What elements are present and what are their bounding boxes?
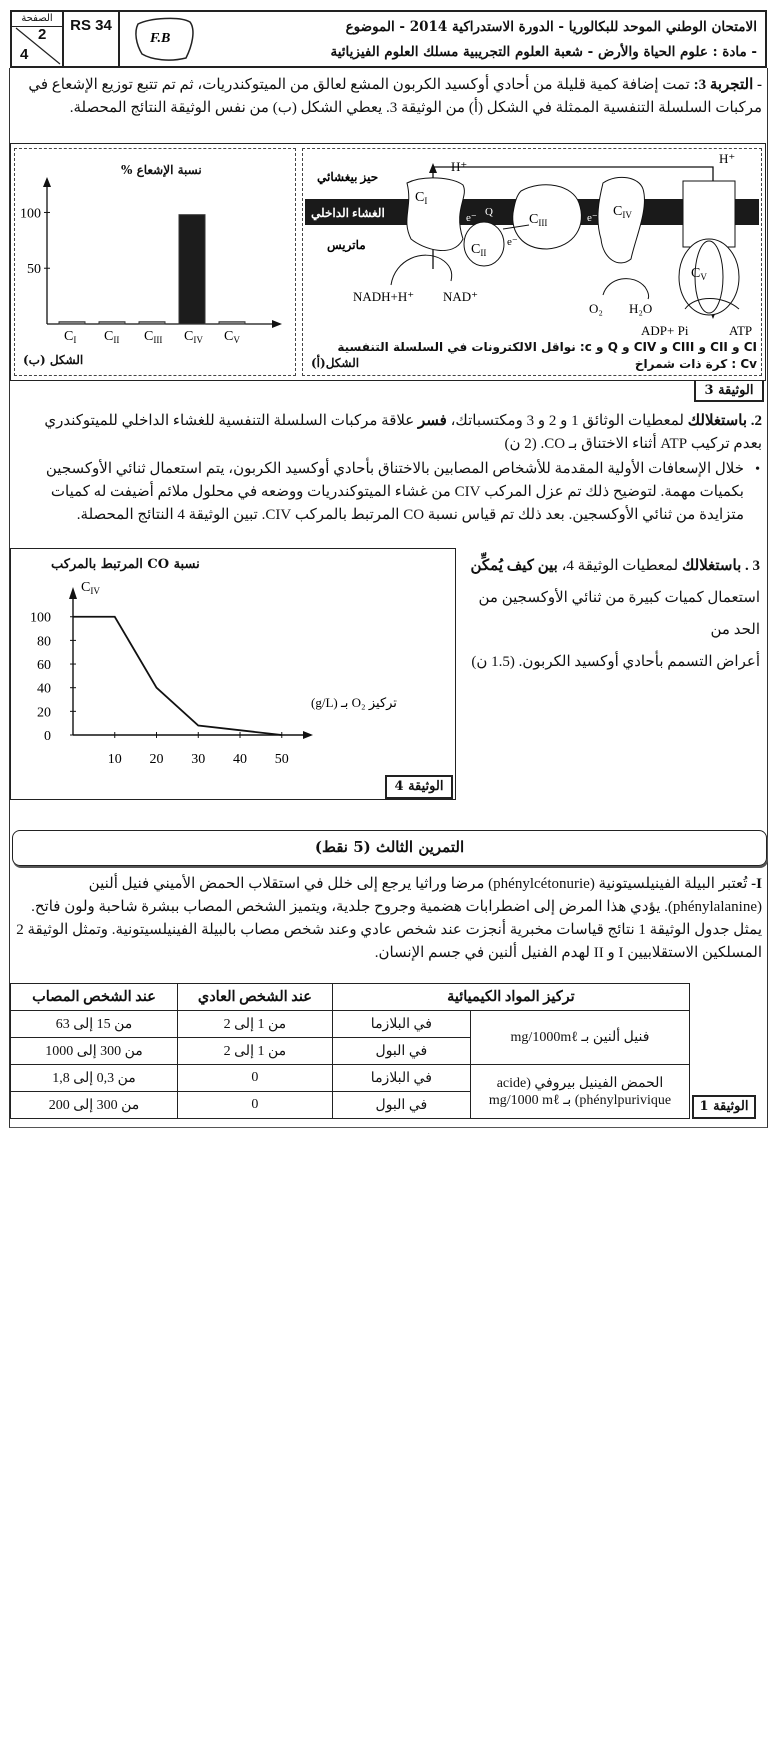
x-axis-arrow-icon (303, 731, 313, 739)
x-tick-label-ciii: $C_{III}$ (144, 329, 163, 345)
y-label-complex: $C_{IV}$ (81, 580, 100, 596)
document4-block (10, 548, 767, 801)
x-tick-label-cv: $C_V$ (224, 329, 240, 345)
document3-block (10, 143, 767, 403)
respiratory-chain-diagram (303, 149, 761, 339)
proton-label-right: H⁺ (719, 151, 736, 166)
svg-text:F.B: F.B (150, 31, 171, 46)
y-tick-label: 0 (44, 729, 51, 744)
bullet-block (14, 458, 762, 527)
bar-cii (99, 322, 125, 324)
location: في البلازما (332, 1065, 470, 1092)
header-title (208, 15, 757, 65)
header-normal: عند الشخص العادي (178, 984, 333, 1011)
y-tick-label: 100 (20, 206, 41, 222)
document3-label: الوثيقة 3 (694, 380, 764, 402)
bullet-paragraph: خلال الإسعافات الأولية المقدمة للأشخاص المصابين بالاختناق بأحادي أوكسيد الكربون، يتم استعمال ثنائي الأوكسجين بكميات مهمة. لتوضيح ذلك تم عزل المركب CIV من غشاء الميتوكندريات ووضعه في محلول ملائم أضيفت له كميات متزايدة من ثنائي الأوكسجين. بعد ذلك تم قياس نسبة CO المرتبط بالمركب CIV. تبين الوثيقة 4 النتائج المحصلة. (45, 461, 744, 523)
intro-label: I- (751, 876, 762, 892)
adp-pi-label: ADP+ Pi (641, 323, 689, 338)
question2-number: 2. (750, 413, 762, 429)
electron-label: e⁻ (587, 212, 598, 224)
question2-lead: باستغلالك (687, 413, 751, 429)
figure-a-legend (337, 339, 757, 373)
complex-label-civ: $C_{IV}$ (613, 204, 632, 220)
experiment3-label: - التجربة 3: (693, 77, 762, 93)
page-number-box (12, 12, 64, 66)
x-tick-label: 20 (149, 752, 164, 767)
substance-name: الحمض الفينيل بيروفي (acide phénylpurivique) بـ mg/1000 mℓ (471, 1065, 690, 1119)
header-title-line2: - مادة : علوم الحياة والأرض - شعبة العلوم التجريبية مسلك العلوم الفيزيائية (330, 44, 757, 60)
page-current: 2 (38, 26, 47, 43)
exercise3-intro (14, 873, 762, 965)
y-axis-arrow-icon (69, 587, 77, 599)
question3-paragraph (460, 550, 760, 678)
y-axis-arrow-icon (43, 177, 51, 187)
complex-IV-shape (598, 177, 645, 263)
document4-label: الوثيقة 4 (385, 775, 453, 799)
figure-b-panel (14, 148, 296, 376)
figure-a-caption: الشكل(أ) (311, 356, 360, 370)
o2-label: O₂ (589, 301, 603, 316)
inner-membrane-label: الغشاء الداخلي (311, 206, 385, 220)
intro-text: تُعتبر البيلة الفينيلسيتونية (phénylcétonurie) مرضا وراثيا يرجع إلى خلل في استقلاب الحمض الأميني فنيل ألنين (phénylalanine). يؤدي هذا المرض إلى اضطرابات هضمية وجروح جلدية، ويتميز الشخص المصاب ببشرة شاحبة ولون فاتح. يمثل جدول الوثيقة 1 نتائج قياسات مخبرية أنجزت عند شخص عادي وعند شخص مصاب بالبيلة الفينيلسيتونية. وتمثل الوثيقة 2 المسلكين الاستقلابيين I و II لهدم الفنيل ألنين في جسم الإنسان. (16, 876, 762, 961)
x-tick-label-civ: $C_{IV}$ (184, 329, 203, 345)
legend-line2: Cv : كرة ذات شمراخ (634, 357, 757, 371)
q-label: Q (485, 206, 493, 218)
x-tick-label: 10 (107, 752, 122, 767)
document1-label: الوثيقة 1 (692, 1095, 756, 1119)
header-title-line1: الامتحان الوطني الموحد للبكالوريا - الدورة الاستدراكية 2014 - الموضوع (345, 19, 757, 35)
figure-a-panel (302, 148, 762, 376)
exam-header (10, 10, 767, 68)
bar-ci (59, 322, 85, 324)
exam-code: RS 34 (64, 12, 120, 66)
nadh-reaction-arc (391, 255, 452, 285)
cytochrome-c-label: c (611, 186, 617, 200)
question3-text1: لمعطيات الوثيقة 4، (557, 558, 682, 574)
bar-civ (179, 215, 205, 324)
question3-verb: بين كيف يُمكِّن (470, 558, 558, 574)
header-patient: عند الشخص المصاب (11, 984, 178, 1011)
complex-III-shape (513, 185, 582, 249)
experiment3-paragraph (14, 74, 762, 143)
atp-label: ATP (729, 323, 753, 338)
complex-V-stalk (683, 181, 735, 247)
x-axis-arrow-icon (272, 320, 282, 328)
x-tick-label: 40 (233, 752, 248, 767)
page-label: الصفحة (12, 12, 62, 27)
bar-cv (219, 322, 245, 324)
figure-b-ylabel: نسبة الإشعاع % (121, 163, 202, 177)
y-tick-label: 20 (37, 705, 51, 721)
table-row (11, 1065, 690, 1092)
complex-II-shape (464, 222, 504, 266)
complex-label-cv: $C_V$ (691, 266, 707, 282)
normal-value: من 1 إلى 2 (178, 1038, 333, 1065)
normal-value: من 1 إلى 2 (178, 1011, 333, 1038)
electron-label: e⁻ (507, 236, 518, 248)
page-total: 4 (20, 46, 29, 63)
question2-paragraph (14, 410, 762, 456)
matrix-label: ماتريس (327, 238, 366, 252)
x-tick-label-ci: $C_I$ (64, 329, 77, 345)
experiment3-text: تمت إضافة كمية قليلة من أحادي أوكسيد الكربون المشع لعالق من الميتوكندريات، ثم تم تتبع توزيع الإشعاع في مركبات السلسلة التنفسية الممثلة في الشكل (أ) من الوثيقة 3. يعطي الشكل (ب) من نفس الوثيقة النتائج المحصلة. (28, 77, 762, 116)
document4-line-chart (11, 549, 455, 799)
intermembrane-space-label: حيز بيغشائي (317, 170, 379, 184)
question3-number: 3 . (745, 558, 760, 574)
question2-text2: علاقة مركبات السلسلة التنفسية للغشاء الداخلي للميتوكندري بعدم تركيب ATP أثناء الاختناق بـ CO. (2 ن) (44, 413, 762, 452)
complex-I-shape (407, 178, 465, 251)
h2o-label: H₂O (629, 301, 653, 316)
y-tick-label: 40 (37, 681, 51, 697)
question3-lead: باستغلالك (682, 558, 745, 574)
complex-label-ci: $C_I$ (415, 190, 428, 206)
x-axis-label: تركيز O₂ بـ (g/L) (311, 695, 397, 710)
header-concentration: تركيز المواد الكيميائية (332, 984, 689, 1011)
location: في البول (332, 1092, 470, 1119)
patient-value: من 300 إلى 200 (11, 1092, 178, 1119)
bullet-icon: • (755, 462, 760, 477)
complex-V-sphere (679, 239, 739, 315)
location: في البول (332, 1038, 470, 1065)
x-tick-label-cii: $C_{II}$ (104, 329, 120, 345)
patient-value: من 300 إلى 1000 (11, 1038, 178, 1065)
question3-line3: أعراض التسمم بأحادي أوكسيد الكربون. (1.5 ن) (471, 654, 760, 670)
exercise3-title: التمرين الثالث (5 نقط) (12, 830, 767, 866)
nad-label: NAD⁺ (443, 289, 479, 304)
document1-block (10, 983, 767, 1119)
x-tick-label: 30 (191, 752, 206, 767)
nadh-label: NADH+H⁺ (353, 289, 415, 304)
location: في البلازما (332, 1011, 470, 1038)
patient-value: من 15 إلى 63 (11, 1011, 178, 1038)
figure-b-bar-chart (15, 149, 295, 375)
proton-label-left: H⁺ (451, 159, 468, 174)
complex-label-cii: $C_{II}$ (471, 242, 487, 258)
y-tick-label: 50 (27, 262, 41, 278)
electron-label: e⁻ (466, 212, 477, 224)
chart4-ylabel: نسبة CO المرتبط بالمركب (51, 557, 200, 572)
fb-logo (130, 16, 202, 64)
question3-line2: استعمال كميات كبيرة من ثنائي الأوكسجين من الحد من (478, 590, 760, 638)
question2-verb: فسر (418, 413, 447, 429)
figure-b-caption: الشكل (ب) (23, 353, 84, 367)
bar-ciii (139, 322, 165, 324)
complex-label-ciii: $C_{III}$ (529, 212, 548, 228)
table-header-row (11, 984, 690, 1011)
y-tick-label: 100 (30, 610, 51, 626)
table-row (11, 1011, 690, 1038)
substance-name: فنيل ألنين بـ mg/1000mℓ (471, 1011, 690, 1065)
document1-table (10, 983, 690, 1119)
arrow-head-icon (429, 163, 437, 173)
y-tick-label: 80 (37, 634, 51, 650)
y-tick-label: 60 (37, 658, 51, 674)
co-bound-line (73, 617, 282, 735)
legend-line1: CI و CII و CIII و CIV و Q و c: نواقل الالكترونات في السلسلة التنفسية (337, 340, 757, 354)
oxygen-reaction-arc (603, 279, 649, 299)
page-body (9, 68, 768, 1128)
patient-value: من 0,3 إلى 1,8 (11, 1065, 178, 1092)
normal-value: 0 (178, 1092, 333, 1119)
x-tick-label: 50 (274, 752, 289, 767)
normal-value: 0 (178, 1065, 333, 1092)
question2-text1: لمعطيات الوثائق 1 و 2 و 3 ومكتسباتك، (446, 413, 688, 429)
document4-frame (10, 548, 456, 800)
